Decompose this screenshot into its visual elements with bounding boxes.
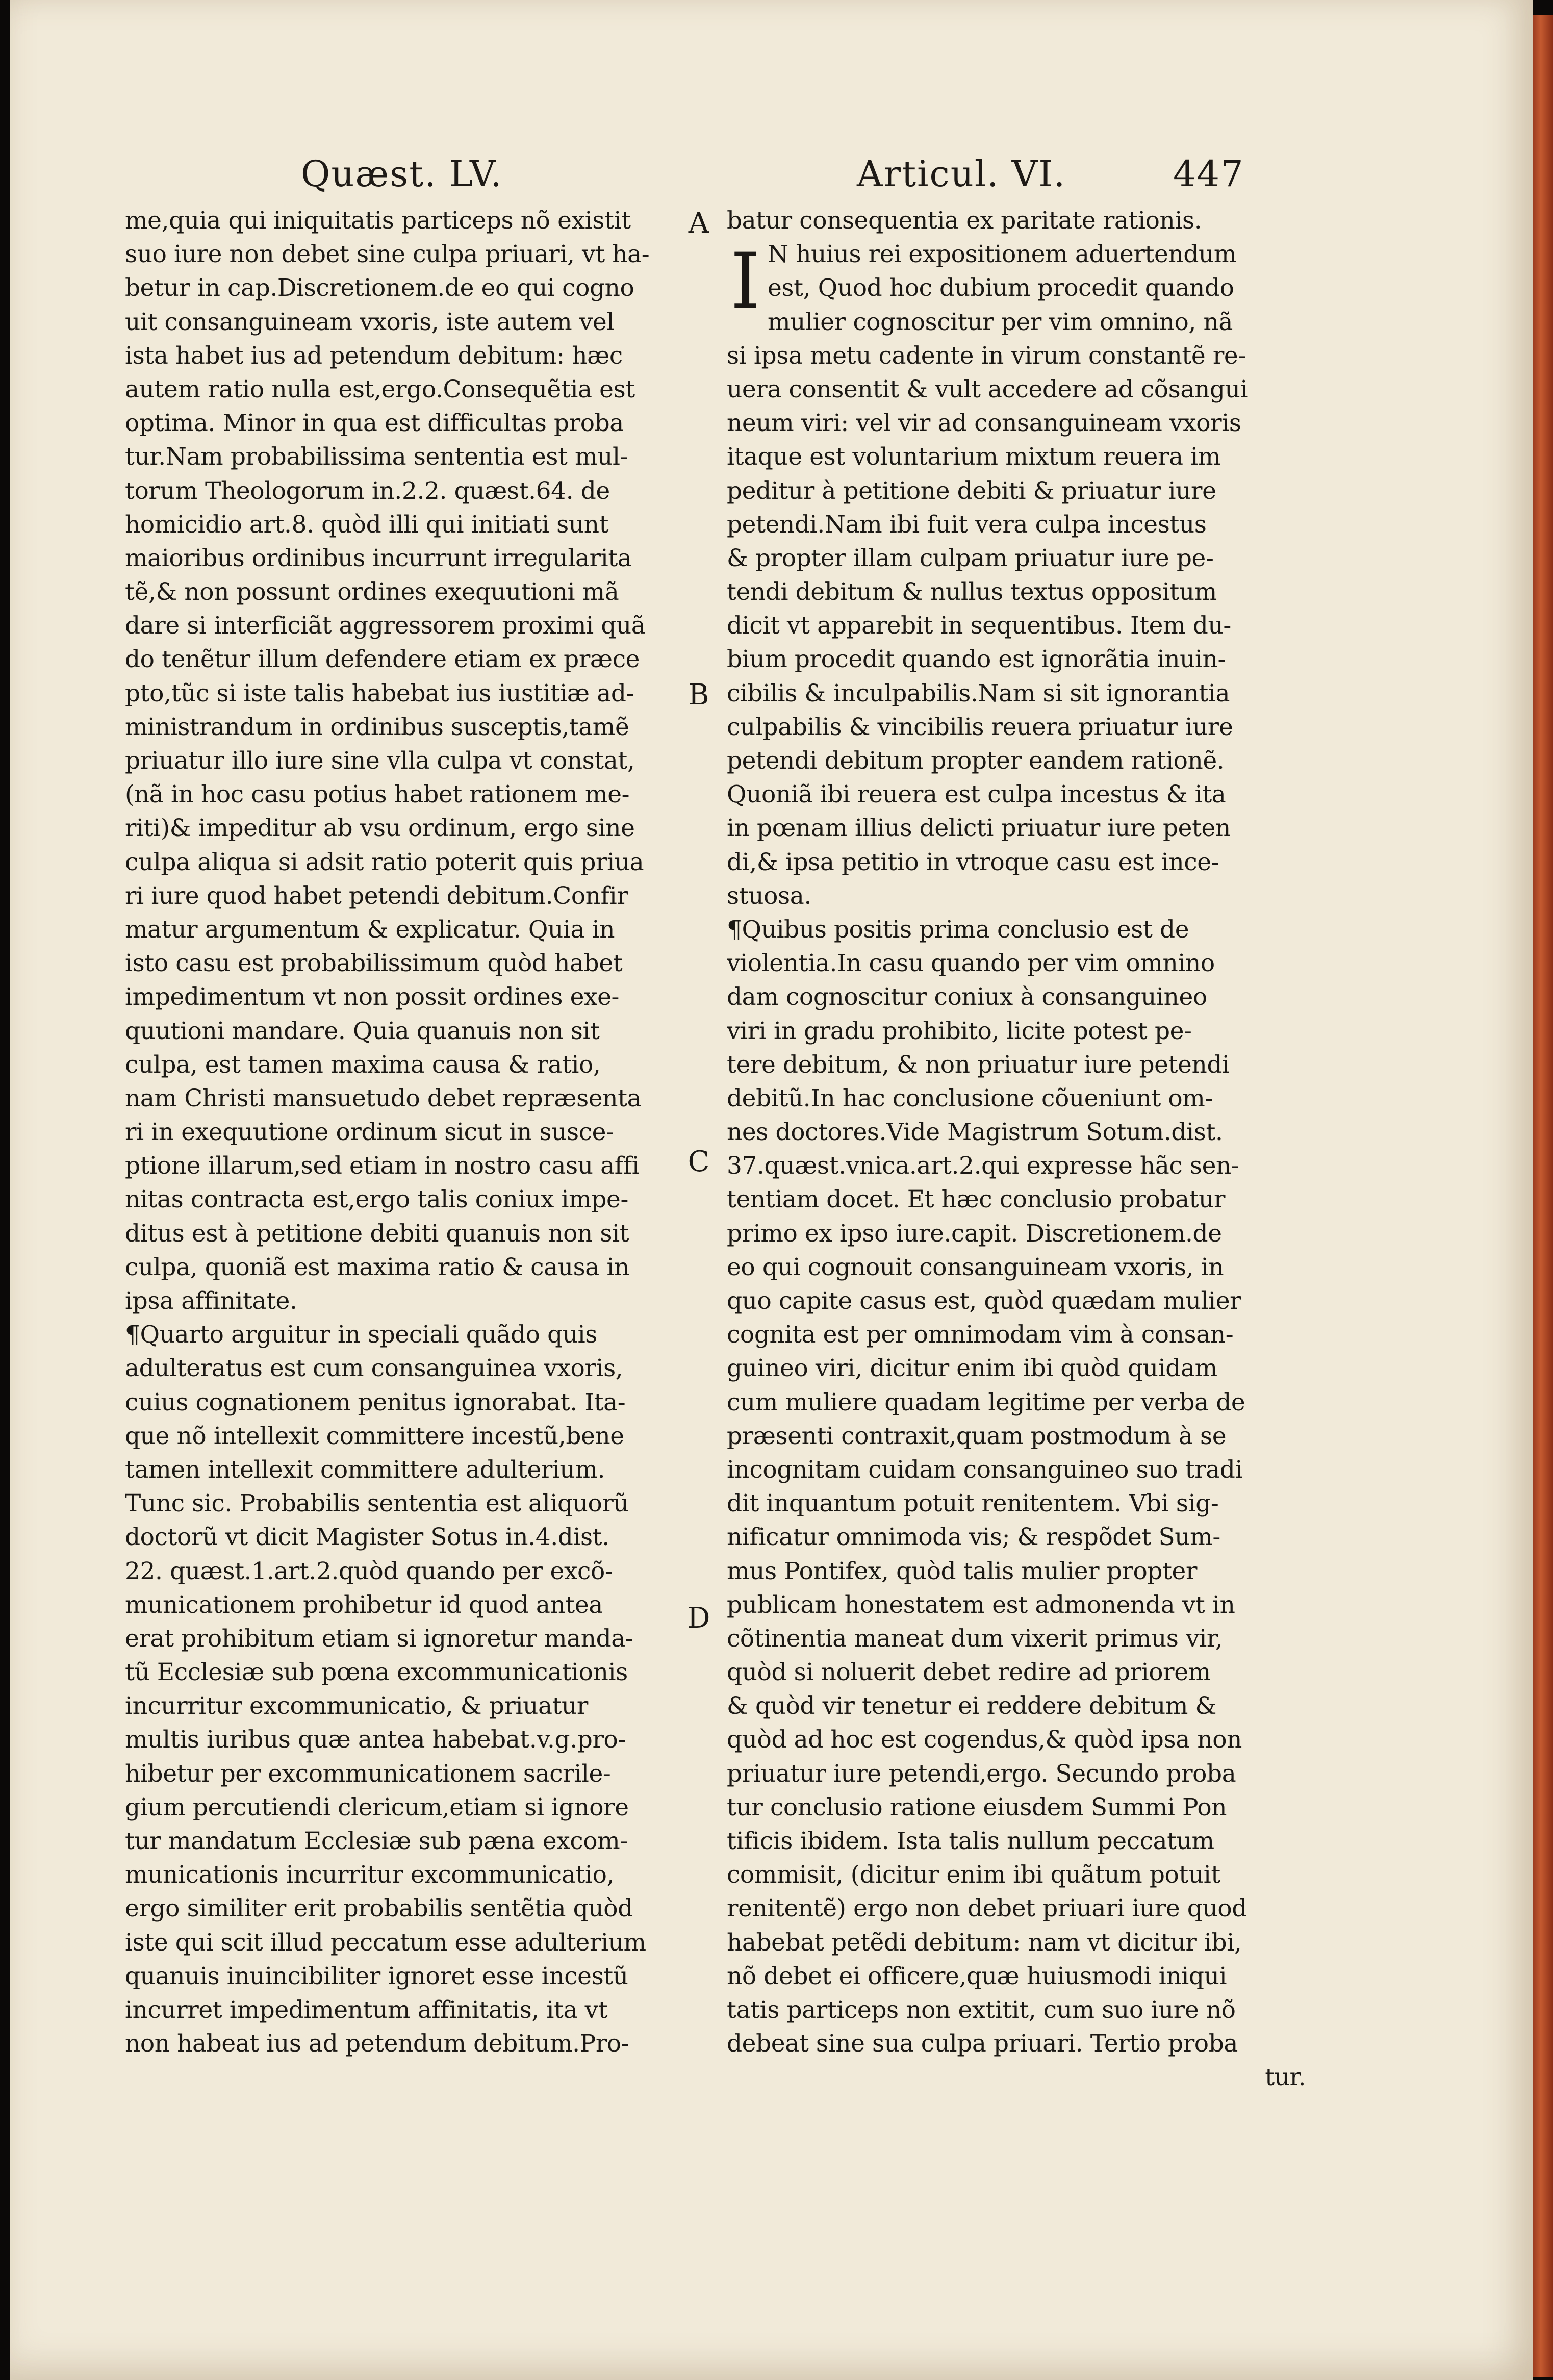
text-line: cuius cognationem penitus ignorabat. Ita- — [125, 1388, 626, 1416]
text-line: renitentẽ) ergo non debet priuari iure quod — [727, 1894, 1247, 1923]
text-line: primo ex ipso iure.capit. Discretionem.de — [727, 1219, 1222, 1248]
text-line: erat prohibitum etiam si ignoretur manda- — [125, 1624, 633, 1653]
text-line: incurret impedimentum affinitatis, ita vt — [125, 1995, 608, 2024]
text-line: bium procedit quando est ignorãtia inuin- — [727, 645, 1226, 674]
page-number: 447 — [1173, 153, 1244, 195]
text-line: impedimentum vt non possit ordines exe- — [125, 983, 620, 1011]
text-line: tendi debitum & nullus textus oppositum — [727, 578, 1217, 606]
text-line: Tunc sic. Probabilis sententia est aliquorũ — [125, 1489, 629, 1518]
margin-letter-a: A — [688, 207, 709, 240]
text-line: cum muliere quadam legitime per verba de — [727, 1388, 1245, 1416]
text-line: iste qui scit illud peccatum esse adulterium — [125, 1928, 646, 1957]
text-line: torum Theologorum in.2.2. quæst.64. de — [125, 476, 610, 505]
text-line: nitas contracta est,ergo talis coniux impe- — [125, 1185, 628, 1214]
text-line: ri iure quod habet petendi debitum.Confir — [125, 881, 628, 910]
text-line: nam Christi mansuetudo debet repræsenta — [125, 1084, 642, 1112]
text-line: stuosa. — [727, 881, 811, 910]
right-column — [727, 204, 1318, 2095]
text-line: præsenti contraxit,quam postmodum à se — [727, 1422, 1227, 1450]
text-line: Quoniã ibi reuera est culpa incestus & ita — [727, 780, 1226, 809]
text-line: tẽ,& non possunt ordines exequutioni mã — [125, 578, 619, 606]
text-line: guineo viri, dicitur enim ibi quòd quidam — [727, 1354, 1217, 1383]
running-head-center: Articul. VI. — [857, 153, 1066, 195]
text-line: quo capite casus est, quòd quædam mulier — [727, 1287, 1241, 1315]
text-line: cibilis & inculpabilis.Nam si sit ignorantia — [727, 679, 1230, 707]
text-line: cõtinentia maneat dum vixerit primus vir, — [727, 1624, 1223, 1653]
text-line: commisit, (dicitur enim ibi quãtum potuit — [727, 1861, 1220, 1889]
text-line: ergo similiter erit probabilis sentẽtia quòd — [125, 1894, 633, 1923]
text-line: quòd si noluerit debet redire ad priorem — [727, 1658, 1211, 1687]
text-line: quòd ad hoc est cogendus,& quòd ipsa non — [727, 1726, 1242, 1754]
text-line: municationem prohibetur id quod antea — [125, 1590, 603, 1619]
text-line: hibetur per excommunicationem sacrile- — [125, 1759, 611, 1788]
drop-initial: I — [730, 237, 761, 326]
text-line: multis iuribus quæ antea habebat.v.g.pro- — [125, 1726, 626, 1754]
text-line: tũ Ecclesiæ sub pœna excommunicationis — [125, 1658, 628, 1687]
text-line: culpa, quoniã est maxima ratio & causa in — [125, 1253, 629, 1281]
text-line: ¶Quarto arguitur in speciali quãdo quis — [125, 1321, 598, 1349]
text-line: ista habet ius ad petendum debitum: hæc — [125, 341, 623, 370]
text-line: dam cognoscitur coniux à consanguineo — [727, 983, 1207, 1011]
text-line: petendi.Nam ibi fuit vera culpa incestus — [727, 510, 1207, 539]
text-line: habebat petẽdi debitum: nam vt dicitur ibi, — [727, 1928, 1242, 1957]
text-line: tatis particeps non extitit, cum suo iure nõ — [727, 1995, 1236, 2024]
text-line: tur mandatum Ecclesiæ sub pæna excom- — [125, 1827, 628, 1855]
text-line: & propter illam culpam priuatur iure pe- — [727, 544, 1214, 572]
text-line: culpabilis & vincibilis reuera priuatur iure — [727, 713, 1233, 741]
text-line: ipsa affinitate. — [125, 1287, 297, 1315]
text-line: incognitam cuidam consanguineo suo tradi — [727, 1455, 1243, 1484]
text-line: 37.quæst.vnica.art.2.qui expresse hãc sen- — [727, 1152, 1239, 1180]
text-line: tamen intellexit committere adulterium. — [125, 1455, 605, 1484]
text-line: autem ratio nulla est,ergo.Consequẽtia est — [125, 375, 635, 403]
text-line: batur consequentia ex paritate rationis. — [727, 207, 1202, 235]
text-line: betur in cap.Discretionem.de eo qui cogno — [125, 274, 634, 302]
text-line: in pœnam illius delicti priuatur iure peten — [727, 814, 1231, 843]
text-line: dare si interficiãt aggressorem proximi quã — [125, 612, 646, 640]
text-line: adulteratus est cum consanguinea vxoris, — [125, 1354, 623, 1383]
text-line: dicit vt apparebit in sequentibus. Item du- — [727, 612, 1231, 640]
text-line: tur.Nam probabilissima sententia est mul- — [125, 443, 628, 471]
text-line: itaque est voluntarium mixtum reuera im — [727, 443, 1220, 471]
text-line: ri in exequutione ordinum sicut in susce- — [125, 1118, 614, 1147]
text-line: ditus est à petitione debiti quanuis non sit — [125, 1219, 629, 1248]
text-line: ptione illarum,sed etiam in nostro casu affi — [125, 1152, 640, 1180]
text-line: ministrandum in ordinibus susceptis,tamẽ — [125, 713, 629, 741]
text-line: si ipsa metu cadente in virum constantẽ re- — [727, 341, 1246, 370]
text-line: cognita est per omnimodam vim à consan- — [727, 1321, 1234, 1349]
text-line: est, Quod hoc dubium procedit quando — [768, 274, 1234, 302]
text-line: matur argumentum & explicatur. Quia in — [125, 915, 615, 944]
text-line: debeat sine sua culpa priuari. Tertio proba — [727, 2030, 1238, 2058]
text-line: viri in gradu prohibito, licite potest pe- — [727, 1017, 1192, 1045]
text-line: gium percutiendi clericum,etiam si ignore — [125, 1793, 629, 1821]
text-line: di,& ipsa petitio in vtroque casu est ince- — [727, 848, 1219, 876]
text-line: do tenẽtur illum defendere etiam ex præce — [125, 645, 640, 674]
text-line: tur conclusio ratione eiusdem Summi Pon — [727, 1793, 1227, 1821]
text-line: priuatur iure petendi,ergo. Secundo proba — [727, 1759, 1236, 1788]
text-line: petendi debitum propter eandem rationẽ. — [727, 747, 1225, 775]
margin-letter-b: B — [688, 678, 709, 712]
text-line: me,quia qui iniquitatis particeps nõ existit — [125, 207, 631, 235]
text-line: debitũ.In hac conclusione cõueniunt om- — [727, 1084, 1213, 1112]
text-line: neum viri: vel vir ad consanguineam vxoris — [727, 409, 1241, 438]
text-line: dit inquantum potuit renitentem. Vbi sig- — [727, 1489, 1219, 1518]
margin-letter-c: C — [688, 1145, 710, 1178]
text-line: que nõ intellexit committere incestũ,bene — [125, 1422, 624, 1450]
text-line: tur. — [1265, 2063, 1306, 2092]
text-line: culpa, est tamen maxima causa & ratio, — [125, 1050, 601, 1079]
text-line: maioribus ordinibus incurrunt irregularita — [125, 544, 632, 572]
text-line: doctorũ vt dicit Magister Sotus in.4.dist. — [125, 1523, 609, 1552]
text-line: tentiam docet. Et hæc conclusio probatur — [727, 1185, 1226, 1214]
text-line: peditur à petitione debiti & priuatur iure — [727, 476, 1216, 505]
text-line: N huius rei expositionem aduertendum — [768, 240, 1237, 269]
text-line: tificis ibidem. Ista talis nullum peccatum — [727, 1827, 1214, 1855]
text-line: priuatur illo iure sine vlla culpa vt constat, — [125, 747, 635, 775]
text-line: isto casu est probabilissimum quòd habet — [125, 949, 623, 978]
margin-letter-d: D — [687, 1602, 710, 1635]
text-line: (nã in hoc casu potius habet rationem me- — [125, 780, 630, 809]
text-line: culpa aliqua si adsit ratio poterit quis priua — [125, 848, 644, 876]
text-line: non habeat ius ad petendum debitum.Pro- — [125, 2030, 629, 2058]
text-line: pto,tũc si iste talis habebat ius iustitiæ ad- — [125, 679, 634, 707]
left-column — [125, 204, 717, 2061]
text-line: homicidio art.8. quòd illi qui initiati sunt — [125, 510, 609, 539]
text-line: & quòd vir tenetur ei reddere debitum & — [727, 1692, 1216, 1720]
text-line: mulier cognoscitur per vim omnino, nã — [768, 308, 1233, 336]
page-edge — [1533, 15, 1553, 2377]
text-line: violentia.In casu quando per vim omnino — [727, 949, 1215, 978]
text-line: quanuis inuincibiliter ignoret esse incestũ — [125, 1962, 628, 1990]
text-line: optima. Minor in qua est difficultas proba — [125, 409, 624, 438]
text-line: ¶Quibus positis prima conclusio est de — [727, 915, 1189, 944]
text-line: nõ debet ei officere,quæ huiusmodi iniqui — [727, 1962, 1227, 1990]
running-head-left: Quæst. LV. — [301, 153, 503, 195]
text-line: tere debitum, & non priuatur iure petendi — [727, 1050, 1230, 1079]
text-line: eo qui cognouit consanguineam vxoris, in — [727, 1253, 1224, 1281]
text-line: suo iure non debet sine culpa priuari, vt ha- — [125, 240, 650, 269]
text-line: quutioni mandare. Quia quanuis non sit — [125, 1017, 600, 1045]
text-line: nificatur omnimoda vis; & respõdet Sum- — [727, 1523, 1220, 1552]
text-line: municationis incurritur excommunicatio, — [125, 1861, 615, 1889]
text-line: 22. quæst.1.art.2.quòd quando per excõ- — [125, 1557, 613, 1585]
text-line: riti)& impeditur ab vsu ordinum, ergo sine — [125, 814, 635, 843]
text-line: mus Pontifex, quòd talis mulier propter — [727, 1557, 1198, 1585]
text-line: uit consanguineam vxoris, iste autem vel — [125, 308, 614, 336]
text-line: incurritur excommunicatio, & priuatur — [125, 1692, 588, 1720]
text-line: publicam honestatem est admonenda vt in — [727, 1590, 1235, 1619]
text-line: uera consentit & vult accedere ad cõsangui — [727, 375, 1248, 403]
text-line: nes doctores.Vide Magistrum Sotum.dist. — [727, 1118, 1223, 1147]
